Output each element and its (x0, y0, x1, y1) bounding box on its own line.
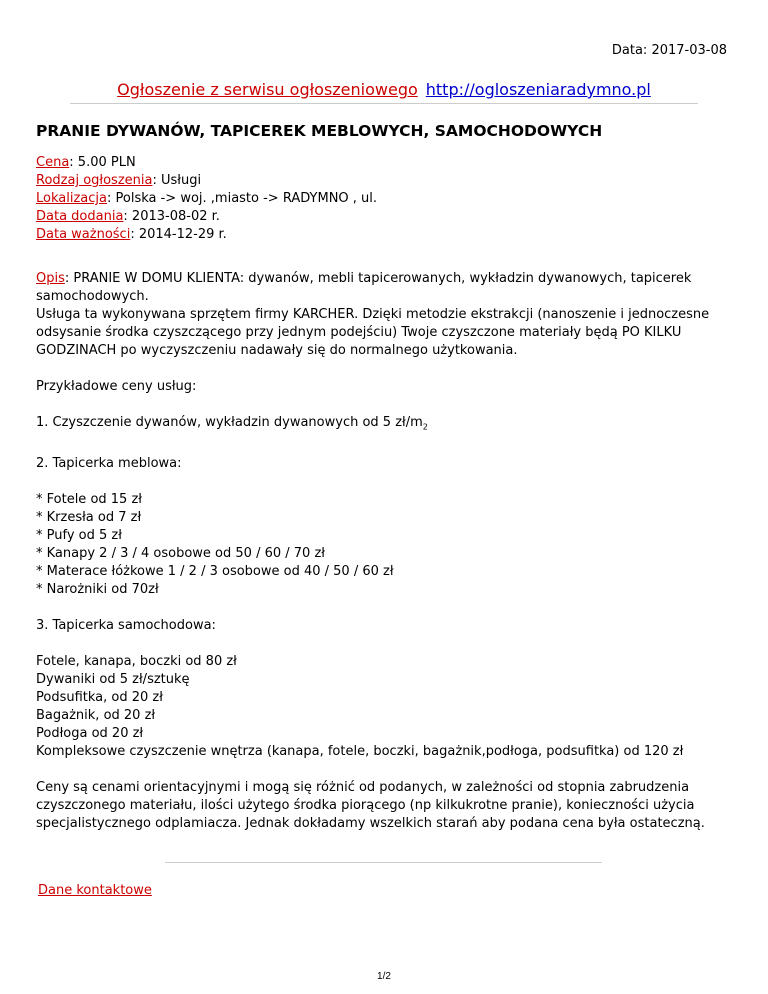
header-divider (70, 103, 698, 104)
section-1-text: 1. Czyszczenie dywanów, wykładzin dywanowych od 5 zł/m (36, 415, 423, 430)
footer-divider (165, 862, 602, 863)
meta-price (36, 154, 377, 172)
list-item: * Krzesła od 7 zł (36, 509, 142, 525)
prices-heading: Przykładowe ceny usług: (36, 379, 197, 394)
page-number: 1/2 (377, 971, 391, 982)
print-date: Data: 2017-03-08 (611, 43, 727, 58)
contact-details-link[interactable]: Dane kontaktowe (38, 883, 152, 898)
section-3-heading: 3. Tapicerka samochodowa: (36, 617, 216, 633)
description-intro-text-2: Usługa ta wykonywana sprzętem firmy KARCHER. Dzięki metodzie ekstrakcji (nanoszenie i jednoczesne odsysanie środka czyszczącego przy jednym podejściu) Twoje czyszczone materiały będą PO KILKU GODZINACH po wyczyszczeniu nadawały się do normalnego użytkowania. (36, 307, 710, 358)
meta-location-value: : Polska -> woj. ,miasto -> RADYMNO , ul. (106, 191, 378, 206)
description-intro (36, 270, 736, 360)
list-item: Fotele, kanapa, boczki od 80 zł (36, 653, 237, 669)
meta-type-value: : Usługi (152, 173, 202, 188)
meta-expiry (36, 226, 377, 244)
meta-type-label[interactable]: Rodzaj ogłoszenia (36, 173, 153, 188)
description-label[interactable]: Opis (36, 271, 65, 286)
list-item: Podłoga od 20 zł (36, 725, 144, 741)
meta-location-label[interactable]: Lokalizacja (36, 191, 107, 206)
list-item: * Narożniki od 70zł (36, 581, 159, 597)
list-item: * Pufy od 5 zł (36, 527, 122, 543)
meta-added-value: : 2013-08-02 r. (123, 209, 220, 224)
meta-added (36, 208, 377, 226)
list-item: Dywaniki od 5 zł/sztukę (36, 671, 190, 687)
source-label[interactable]: Ogłoszenie z serwisu ogłoszeniowego (117, 80, 418, 99)
section-2-heading: 2. Tapicerka meblowa: (36, 455, 182, 471)
section-3-list (36, 653, 736, 761)
meta-expiry-label[interactable]: Data ważności (36, 227, 131, 242)
list-item: * Fotele od 15 zł (36, 491, 142, 507)
list-item: Kompleksowe czyszczenie wnętrza (kanapa, fotele, boczki, bagażnik,podłoga, podsufitka) od 120 zł (36, 743, 684, 759)
closing-note: Ceny są cenami orientacyjnymi i mogą się różnić od podanych, w zależności od stopnia zabrudzenia czyszczonego materiału, ilości użytego środka piorącego (np kilkukrotne pranie), konieczności użycia specjalistycznego odplamiacza. Jednak dokładamy wszelkich starań aby podana cena była ostateczną. (36, 779, 705, 831)
section-2-list (36, 491, 736, 599)
section-1 (36, 414, 736, 437)
listing-meta (36, 154, 377, 244)
list-item: * Kanapy 2 / 3 / 4 osobowe od 50 / 60 / 70 zł (36, 545, 325, 561)
meta-location (36, 190, 377, 208)
meta-added-label[interactable]: Data dodania (36, 209, 124, 224)
meta-price-value: : 5.00 PLN (69, 155, 136, 170)
source-header (0, 80, 768, 99)
section-1-sup: 2 (422, 422, 428, 432)
list-item: Bagażnik, od 20 zł (36, 707, 156, 723)
listing-title: PRANIE DYWANÓW, TAPICEREK MEBLOWYCH, SAMOCHODOWYCH (36, 122, 603, 140)
listing-description (36, 270, 736, 851)
list-item: Podsufitka, od 20 zł (36, 689, 163, 705)
meta-price-label[interactable]: Cena (36, 155, 70, 170)
description-intro-text: : PRANIE W DOMU KLIENTA: dywanów, mebli tapicerowanych, wykładzin dywanowych, tapicerek samochodowych. (36, 271, 692, 304)
source-url-link[interactable]: http://ogloszeniaradymno.pl (425, 80, 651, 99)
meta-type (36, 172, 377, 190)
meta-expiry-value: : 2014-12-29 r. (130, 227, 227, 242)
list-item: * Materace łóżkowe 1 / 2 / 3 osobowe od 40 / 50 / 60 zł (36, 563, 394, 579)
